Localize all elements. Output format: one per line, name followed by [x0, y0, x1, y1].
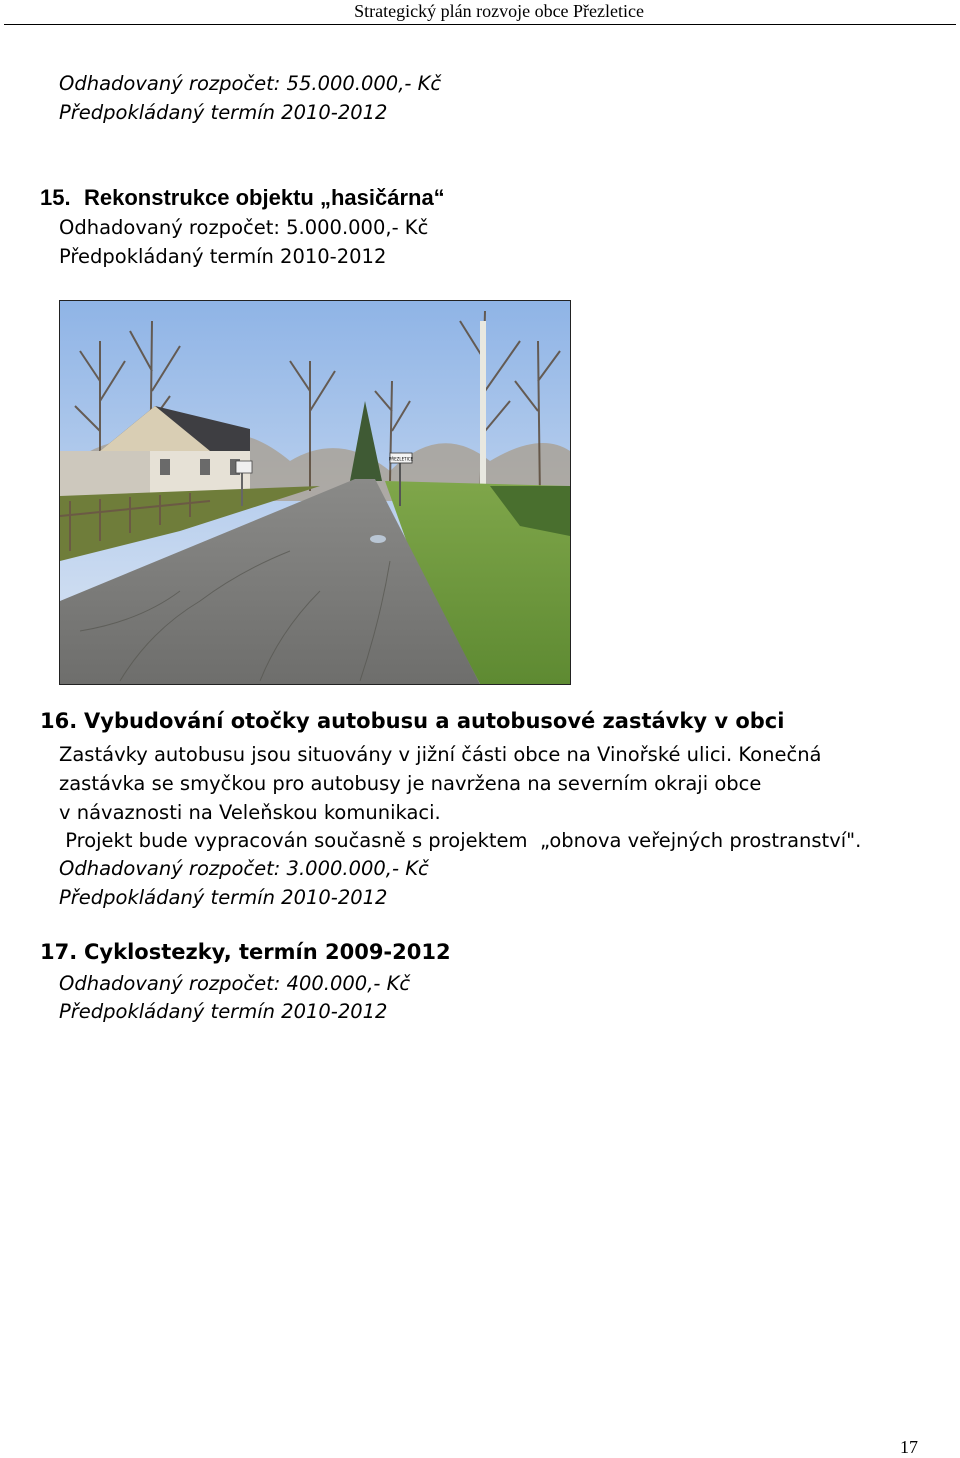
item15-number: 15. — [40, 185, 71, 210]
item15-budget: Odhadovaný rozpočet: 5.000.000,- Kč — [59, 216, 429, 239]
item16-line-2: zastávka se smyčkou pro autobusy je navržena na severním okraji obce — [59, 772, 762, 795]
item17-title: Cyklostezky, termín 2009-2012 — [84, 940, 451, 964]
road-sign-text: PŘEZLETICE — [388, 456, 414, 462]
item16-budget: Odhadovaný rozpočet: 3.000.000,- Kč — [59, 857, 429, 880]
page-header — [0, 0, 960, 26]
item16-number: 16. — [40, 709, 78, 733]
item17-term: Předpokládaný termín 2010-2012 — [59, 1000, 388, 1023]
road-photo — [59, 300, 571, 685]
header-rule — [4, 24, 956, 25]
item15-title: Rekonstrukce objektu „hasičárna“ — [84, 185, 445, 210]
item17-budget: Odhadovaný rozpočet: 400.000,- Kč — [59, 972, 411, 995]
item17-number: 17. — [40, 940, 78, 964]
item16-title: Vybudování otočky autobusu a autobusové zastávky v obci — [84, 709, 785, 733]
top-budget: Odhadovaný rozpočet: 55.000.000,- Kč — [59, 72, 442, 95]
item16-line-3: v návaznosti na Veleňskou komunikaci. — [59, 801, 441, 824]
top-term: Předpokládaný termín 2010-2012 — [59, 101, 388, 124]
item17-heading — [40, 940, 451, 964]
page-number: 17 — [900, 1437, 918, 1457]
item15-term: Předpokládaný termín 2010-2012 — [59, 245, 387, 268]
item16-heading — [40, 709, 784, 733]
item15-heading — [40, 185, 445, 211]
item16-line-1: Zastávky autobusu jsou situovány v jižní části obce na Vinořské ulici. Konečná — [59, 743, 822, 766]
item16-line-4: Projekt bude vypracován současně s projektem „obnova veřejných prostranství". — [59, 829, 862, 852]
header-title: Strategický plán rozvoje obce Přezletice — [354, 1, 644, 21]
road-photo-image — [60, 301, 570, 684]
item16-term: Předpokládaný termín 2010-2012 — [59, 886, 388, 909]
